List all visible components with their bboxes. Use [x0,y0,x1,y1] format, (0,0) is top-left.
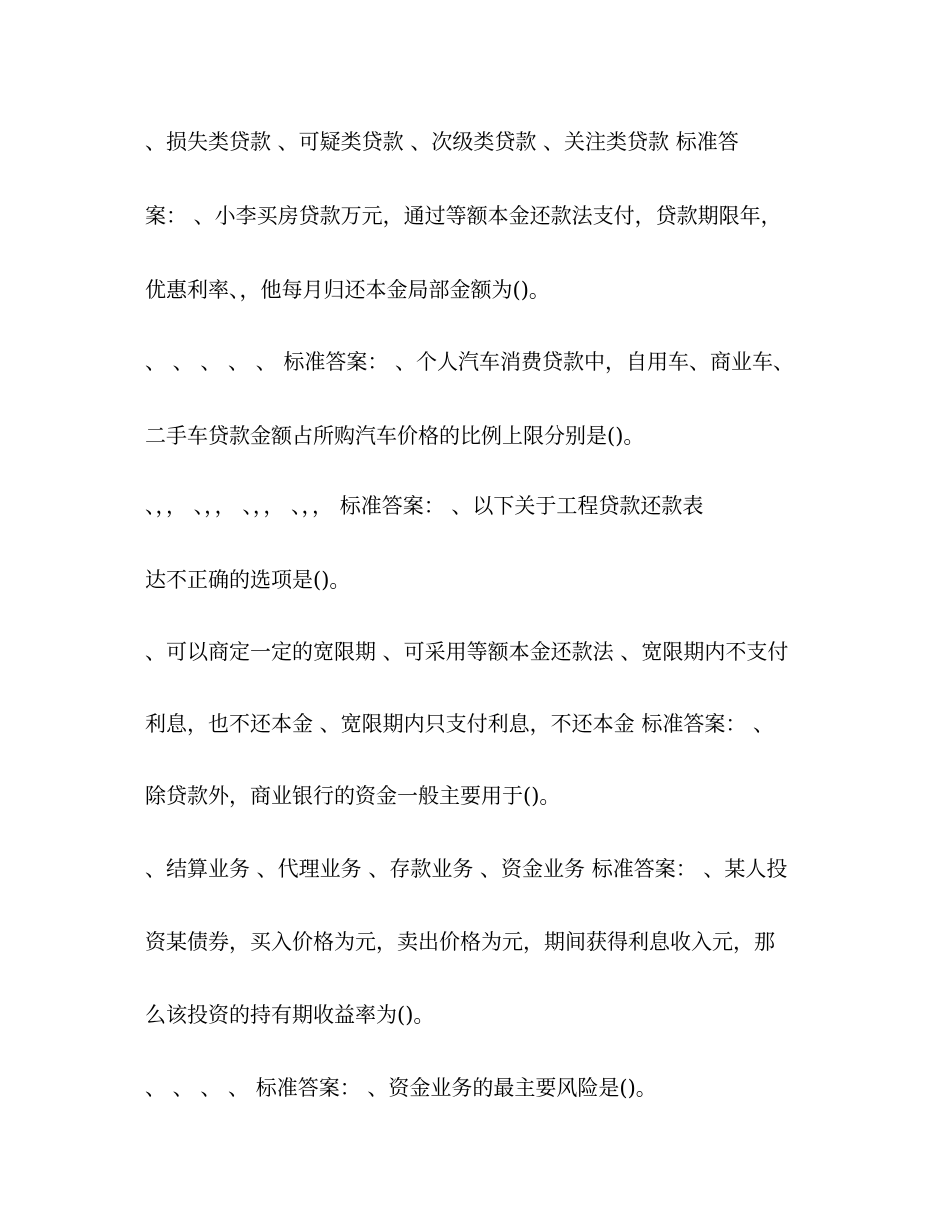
text-line-14: 、 、 、 、 标准答案： 、资金业务的最主要风险是()。 [145,1076,657,1100]
text-line-11: 、结算业务 、代理业务 、存款业务 、资金业务 标准答案： 、某人投 [145,857,788,881]
text-line-2: 案： 、小李买房贷款万元，通过等额本金还款法支付，贷款期限年， [145,204,782,228]
text-line-13: 么该投资的持有期收益率为()。 [145,1003,435,1027]
text-line-7: 达不正确的选项是()。 [145,568,351,592]
text-line-9: 利息，也不还本金 、宽限期内只支付利息，不还本金 标准答案： 、 [145,712,775,736]
text-line-8: 、可以商定一定的宽限期 、可采用等额本金还款法 、宽限期内不支付 [145,640,789,664]
text-line-3: 优惠利率、，他每月归还本金局部金额为()。 [145,278,550,302]
text-line-12: 资某债券，买入价格为元，卖出价格为元，期间获得利息收入元，那 [145,930,775,954]
text-line-5: 二手车贷款金额占所购汽车价格的比例上限分别是()。 [145,424,645,448]
text-line-6: 、，， 、，， 、，， 、，， 标准答案： 、以下关于工程贷款还款表 [145,494,704,518]
text-line-1: 、损失类贷款 、可疑类贷款 、次级类贷款 、关注类贷款 标准答 [145,130,739,154]
text-line-10: 除贷款外，商业银行的资金一般主要用于()。 [145,784,561,808]
text-line-4: 、 、 、 、 、 标准答案： 、个人汽车消费贷款中，自用车、商业车、 [145,350,795,374]
